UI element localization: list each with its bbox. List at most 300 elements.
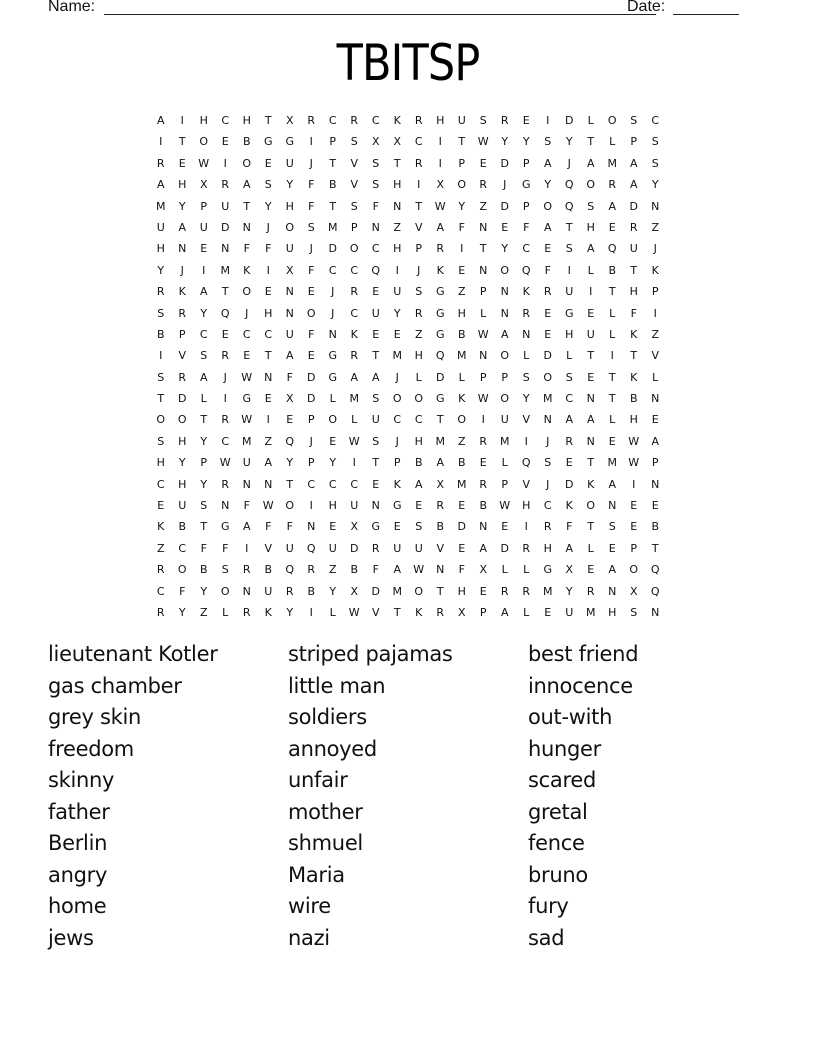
grid-cell[interactable]: T bbox=[415, 199, 423, 213]
grid-cell[interactable]: L bbox=[523, 563, 530, 577]
grid-cell[interactable]: I bbox=[223, 156, 227, 170]
grid-cell[interactable]: Y bbox=[565, 135, 573, 149]
grid-cell[interactable]: A bbox=[586, 413, 595, 427]
grid-cell[interactable]: E bbox=[501, 520, 509, 534]
grid-cell[interactable]: I bbox=[460, 242, 464, 256]
grid-cell[interactable]: D bbox=[500, 541, 509, 555]
grid-cell[interactable]: V bbox=[371, 605, 380, 619]
grid-cell[interactable]: H bbox=[178, 477, 187, 491]
grid-cell[interactable]: H bbox=[586, 220, 595, 234]
grid-cell[interactable]: T bbox=[157, 392, 165, 406]
grid-cell[interactable]: I bbox=[632, 477, 636, 491]
grid-cell[interactable]: S bbox=[372, 156, 380, 170]
grid-cell[interactable]: P bbox=[501, 370, 509, 384]
grid-cell[interactable]: N bbox=[328, 327, 337, 341]
grid-cell[interactable]: H bbox=[629, 285, 638, 299]
grid-cell[interactable]: T bbox=[608, 392, 616, 406]
grid-cell[interactable]: L bbox=[523, 605, 530, 619]
grid-cell[interactable]: O bbox=[285, 220, 295, 234]
grid-cell[interactable]: C bbox=[156, 584, 165, 598]
grid-cell[interactable]: S bbox=[372, 178, 380, 192]
grid-cell[interactable]: T bbox=[587, 456, 595, 470]
grid-cell[interactable]: R bbox=[221, 413, 230, 427]
grid-cell[interactable]: H bbox=[156, 242, 165, 256]
grid-cell[interactable]: A bbox=[436, 220, 445, 234]
grid-cell[interactable]: F bbox=[179, 584, 186, 598]
grid-cell[interactable]: Z bbox=[457, 285, 466, 299]
grid-cell[interactable]: L bbox=[587, 541, 594, 555]
grid-cell[interactable]: G bbox=[543, 563, 553, 577]
grid-cell[interactable]: A bbox=[543, 156, 552, 170]
grid-cell[interactable]: M bbox=[392, 349, 402, 363]
grid-cell[interactable]: X bbox=[479, 563, 488, 577]
grid-cell[interactable]: N bbox=[242, 584, 251, 598]
grid-cell[interactable]: R bbox=[500, 584, 509, 598]
grid-cell[interactable]: O bbox=[500, 392, 510, 406]
grid-cell[interactable]: X bbox=[629, 584, 638, 598]
grid-cell[interactable]: N bbox=[651, 392, 660, 406]
grid-cell[interactable]: Y bbox=[329, 456, 337, 470]
grid-cell[interactable]: D bbox=[328, 242, 337, 256]
grid-cell[interactable]: I bbox=[309, 605, 313, 619]
grid-cell[interactable]: P bbox=[651, 456, 659, 470]
grid-cell[interactable]: H bbox=[414, 349, 423, 363]
grid-cell[interactable]: E bbox=[608, 434, 616, 448]
grid-cell[interactable]: F bbox=[265, 242, 272, 256]
grid-cell[interactable]: J bbox=[567, 156, 571, 170]
grid-cell[interactable]: A bbox=[436, 456, 445, 470]
grid-cell[interactable]: M bbox=[457, 349, 467, 363]
grid-cell[interactable]: F bbox=[630, 306, 637, 320]
grid-cell[interactable]: D bbox=[543, 349, 552, 363]
grid-cell[interactable]: E bbox=[587, 306, 595, 320]
grid-cell[interactable]: E bbox=[479, 456, 487, 470]
grid-cell[interactable]: A bbox=[629, 178, 638, 192]
grid-cell[interactable]: Q bbox=[607, 242, 617, 256]
grid-cell[interactable]: L bbox=[415, 370, 422, 384]
grid-cell[interactable]: I bbox=[180, 114, 184, 127]
grid-cell[interactable]: J bbox=[223, 370, 227, 384]
grid-cell[interactable]: C bbox=[350, 306, 359, 320]
grid-cell[interactable]: F bbox=[458, 563, 465, 577]
grid-cell[interactable]: C bbox=[350, 477, 359, 491]
grid-cell[interactable]: M bbox=[500, 434, 510, 448]
grid-cell[interactable]: Y bbox=[522, 392, 530, 406]
grid-cell[interactable]: M bbox=[457, 477, 467, 491]
grid-cell[interactable]: A bbox=[608, 199, 617, 213]
grid-cell[interactable]: X bbox=[436, 477, 445, 491]
grid-cell[interactable]: A bbox=[479, 541, 488, 555]
grid-cell[interactable]: D bbox=[565, 477, 574, 491]
grid-cell[interactable]: R bbox=[414, 114, 423, 127]
grid-cell[interactable]: Y bbox=[200, 477, 208, 491]
grid-cell[interactable]: L bbox=[609, 413, 616, 427]
grid-cell[interactable]: R bbox=[156, 285, 165, 299]
grid-cell[interactable]: C bbox=[371, 114, 380, 127]
grid-cell[interactable]: R bbox=[156, 156, 165, 170]
grid-cell[interactable]: Y bbox=[458, 199, 466, 213]
grid-cell[interactable]: A bbox=[199, 285, 208, 299]
grid-cell[interactable]: N bbox=[285, 285, 294, 299]
grid-cell[interactable]: V bbox=[522, 413, 531, 427]
grid-cell[interactable]: N bbox=[651, 199, 660, 213]
grid-cell[interactable]: E bbox=[329, 520, 337, 534]
grid-cell[interactable]: Y bbox=[522, 135, 530, 149]
grid-cell[interactable]: F bbox=[308, 327, 315, 341]
grid-cell[interactable]: W bbox=[241, 413, 253, 427]
grid-cell[interactable]: Q bbox=[650, 584, 660, 598]
grid-cell[interactable]: J bbox=[503, 178, 507, 192]
grid-cell[interactable]: W bbox=[348, 605, 360, 619]
grid-cell[interactable]: B bbox=[328, 178, 337, 192]
grid-cell[interactable]: W bbox=[434, 199, 446, 213]
grid-cell[interactable]: T bbox=[458, 135, 466, 149]
grid-cell[interactable]: N bbox=[608, 499, 617, 513]
grid-cell[interactable]: O bbox=[500, 263, 510, 277]
grid-cell[interactable]: S bbox=[415, 520, 423, 534]
grid-cell[interactable]: A bbox=[199, 370, 208, 384]
grid-cell[interactable]: R bbox=[522, 541, 531, 555]
grid-cell[interactable]: V bbox=[414, 220, 423, 234]
grid-cell[interactable]: S bbox=[307, 220, 315, 234]
grid-cell[interactable]: Q bbox=[521, 456, 531, 470]
grid-cell[interactable]: L bbox=[587, 263, 594, 277]
grid-cell[interactable]: Y bbox=[264, 199, 272, 213]
grid-cell[interactable]: I bbox=[653, 306, 657, 320]
grid-cell[interactable]: P bbox=[415, 242, 423, 256]
grid-cell[interactable]: Q bbox=[285, 563, 295, 577]
grid-cell[interactable]: E bbox=[178, 156, 186, 170]
grid-cell[interactable]: E bbox=[307, 349, 315, 363]
grid-cell[interactable]: T bbox=[608, 285, 616, 299]
grid-cell[interactable]: X bbox=[393, 135, 402, 149]
grid-cell[interactable]: A bbox=[629, 156, 638, 170]
grid-cell[interactable]: U bbox=[500, 413, 509, 427]
grid-cell[interactable]: S bbox=[630, 605, 638, 619]
grid-cell[interactable]: L bbox=[609, 135, 616, 149]
grid-cell[interactable]: S bbox=[630, 114, 638, 127]
grid-cell[interactable]: P bbox=[307, 413, 315, 427]
grid-cell[interactable]: U bbox=[264, 584, 273, 598]
grid-cell[interactable]: E bbox=[264, 285, 272, 299]
grid-cell[interactable]: E bbox=[393, 327, 401, 341]
grid-cell[interactable]: N bbox=[479, 263, 488, 277]
grid-cell[interactable]: I bbox=[417, 178, 421, 192]
grid-cell[interactable]: P bbox=[479, 370, 487, 384]
grid-cell[interactable]: W bbox=[219, 456, 231, 470]
grid-cell[interactable]: V bbox=[350, 156, 359, 170]
grid-cell[interactable]: C bbox=[156, 477, 165, 491]
grid-cell[interactable]: O bbox=[220, 584, 230, 598]
grid-cell[interactable]: X bbox=[371, 135, 380, 149]
grid-cell[interactable]: R bbox=[436, 242, 445, 256]
grid-cell[interactable]: G bbox=[242, 392, 252, 406]
grid-cell[interactable]: E bbox=[651, 413, 659, 427]
grid-cell[interactable]: H bbox=[242, 114, 251, 127]
grid-cell[interactable]: J bbox=[395, 434, 399, 448]
grid-cell[interactable]: C bbox=[199, 327, 208, 341]
grid-cell[interactable]: I bbox=[223, 392, 227, 406]
grid-cell[interactable]: S bbox=[350, 135, 358, 149]
grid-cell[interactable]: I bbox=[438, 156, 442, 170]
grid-cell[interactable]: N bbox=[242, 477, 251, 491]
grid-cell[interactable]: T bbox=[479, 242, 487, 256]
grid-cell[interactable]: B bbox=[479, 499, 488, 513]
grid-cell[interactable]: F bbox=[243, 499, 250, 513]
grid-cell[interactable]: H bbox=[457, 306, 466, 320]
grid-cell[interactable]: U bbox=[285, 156, 294, 170]
grid-cell[interactable]: E bbox=[372, 477, 380, 491]
grid-cell[interactable]: X bbox=[285, 263, 294, 277]
grid-cell[interactable]: C bbox=[350, 263, 359, 277]
grid-cell[interactable]: R bbox=[242, 605, 251, 619]
grid-cell[interactable]: Y bbox=[501, 242, 509, 256]
grid-cell[interactable]: T bbox=[587, 520, 595, 534]
grid-cell[interactable]: K bbox=[587, 477, 595, 491]
grid-cell[interactable]: I bbox=[309, 135, 313, 149]
grid-cell[interactable]: I bbox=[266, 413, 270, 427]
grid-cell[interactable]: N bbox=[586, 392, 595, 406]
grid-cell[interactable]: S bbox=[372, 392, 380, 406]
grid-cell[interactable]: I bbox=[524, 520, 528, 534]
grid-cell[interactable]: Y bbox=[200, 306, 208, 320]
grid-cell[interactable]: W bbox=[413, 563, 425, 577]
grid-cell[interactable]: G bbox=[220, 520, 230, 534]
grid-cell[interactable]: D bbox=[565, 114, 574, 127]
grid-cell[interactable]: U bbox=[414, 541, 423, 555]
grid-cell[interactable]: H bbox=[156, 456, 165, 470]
grid-cell[interactable]: E bbox=[415, 499, 423, 513]
grid-cell[interactable]: A bbox=[500, 327, 509, 341]
grid-cell[interactable]: E bbox=[544, 306, 552, 320]
grid-cell[interactable]: G bbox=[435, 392, 445, 406]
grid-cell[interactable]: U bbox=[199, 220, 208, 234]
grid-cell[interactable]: Y bbox=[329, 584, 337, 598]
grid-cell[interactable]: O bbox=[543, 370, 553, 384]
grid-cell[interactable]: I bbox=[352, 456, 356, 470]
grid-cell[interactable]: V bbox=[436, 541, 445, 555]
grid-cell[interactable]: O bbox=[607, 114, 617, 127]
grid-cell[interactable]: Z bbox=[393, 220, 402, 234]
grid-cell[interactable]: M bbox=[435, 434, 445, 448]
grid-cell[interactable]: E bbox=[307, 285, 315, 299]
grid-cell[interactable]: D bbox=[371, 584, 380, 598]
grid-cell[interactable]: N bbox=[479, 349, 488, 363]
date-field-line[interactable] bbox=[673, 14, 739, 15]
grid-cell[interactable]: U bbox=[350, 499, 359, 513]
grid-cell[interactable]: A bbox=[608, 563, 617, 577]
grid-cell[interactable]: P bbox=[200, 456, 208, 470]
grid-cell[interactable]: R bbox=[221, 178, 230, 192]
grid-cell[interactable]: H bbox=[178, 178, 187, 192]
grid-cell[interactable]: A bbox=[414, 477, 423, 491]
grid-cell[interactable]: X bbox=[457, 605, 466, 619]
grid-cell[interactable]: V bbox=[522, 477, 531, 491]
grid-cell[interactable]: X bbox=[350, 584, 359, 598]
grid-cell[interactable]: R bbox=[371, 541, 380, 555]
grid-cell[interactable]: D bbox=[307, 392, 316, 406]
grid-cell[interactable]: S bbox=[350, 199, 358, 213]
grid-cell[interactable]: Q bbox=[285, 434, 295, 448]
grid-cell[interactable]: O bbox=[242, 156, 252, 170]
grid-cell[interactable]: Z bbox=[457, 434, 466, 448]
grid-cell[interactable]: B bbox=[457, 456, 466, 470]
grid-cell[interactable]: N bbox=[500, 285, 509, 299]
grid-cell[interactable]: I bbox=[481, 413, 485, 427]
grid-cell[interactable]: O bbox=[349, 242, 359, 256]
grid-cell[interactable]: S bbox=[221, 563, 229, 577]
grid-cell[interactable]: G bbox=[328, 349, 338, 363]
grid-cell[interactable]: E bbox=[200, 242, 208, 256]
grid-cell[interactable]: T bbox=[221, 285, 229, 299]
grid-cell[interactable]: L bbox=[652, 370, 659, 384]
grid-cell[interactable]: W bbox=[628, 434, 640, 448]
grid-cell[interactable]: C bbox=[651, 114, 660, 127]
grid-cell[interactable]: J bbox=[245, 306, 249, 320]
grid-cell[interactable]: G bbox=[435, 327, 445, 341]
grid-cell[interactable]: A bbox=[565, 413, 574, 427]
grid-cell[interactable]: I bbox=[202, 263, 206, 277]
grid-cell[interactable]: K bbox=[415, 605, 423, 619]
grid-cell[interactable]: K bbox=[458, 392, 466, 406]
grid-cell[interactable]: L bbox=[200, 392, 207, 406]
grid-cell[interactable]: I bbox=[245, 541, 249, 555]
grid-cell[interactable]: R bbox=[522, 306, 531, 320]
grid-cell[interactable]: H bbox=[629, 413, 638, 427]
grid-cell[interactable]: S bbox=[565, 370, 573, 384]
grid-cell[interactable]: E bbox=[565, 456, 573, 470]
grid-cell[interactable]: J bbox=[309, 242, 313, 256]
grid-cell[interactable]: C bbox=[328, 477, 337, 491]
grid-cell[interactable]: Q bbox=[371, 263, 381, 277]
grid-cell[interactable]: N bbox=[522, 327, 531, 341]
grid-cell[interactable]: D bbox=[500, 156, 509, 170]
grid-cell[interactable]: M bbox=[156, 199, 166, 213]
grid-cell[interactable]: A bbox=[393, 563, 402, 577]
grid-cell[interactable]: M bbox=[586, 605, 596, 619]
grid-cell[interactable]: J bbox=[546, 434, 550, 448]
grid-cell[interactable]: T bbox=[329, 156, 337, 170]
grid-cell[interactable]: N bbox=[436, 563, 445, 577]
grid-cell[interactable]: H bbox=[328, 499, 337, 513]
grid-cell[interactable]: S bbox=[479, 114, 487, 127]
grid-cell[interactable]: B bbox=[608, 263, 617, 277]
grid-cell[interactable]: T bbox=[200, 413, 208, 427]
grid-cell[interactable]: J bbox=[653, 242, 657, 256]
grid-cell[interactable]: D bbox=[629, 199, 638, 213]
grid-cell[interactable]: T bbox=[329, 199, 337, 213]
grid-cell[interactable]: R bbox=[479, 434, 488, 448]
grid-cell[interactable]: V bbox=[178, 349, 187, 363]
grid-cell[interactable]: L bbox=[329, 392, 336, 406]
grid-cell[interactable]: C bbox=[414, 135, 423, 149]
grid-cell[interactable]: R bbox=[414, 306, 423, 320]
grid-cell[interactable]: H bbox=[608, 605, 617, 619]
grid-cell[interactable]: L bbox=[222, 605, 229, 619]
grid-cell[interactable]: I bbox=[524, 434, 528, 448]
grid-cell[interactable]: T bbox=[372, 456, 380, 470]
grid-cell[interactable]: R bbox=[500, 114, 509, 127]
grid-cell[interactable]: Z bbox=[479, 199, 488, 213]
grid-cell[interactable]: R bbox=[285, 584, 294, 598]
grid-cell[interactable]: N bbox=[221, 499, 230, 513]
grid-cell[interactable]: O bbox=[543, 199, 553, 213]
grid-cell[interactable]: W bbox=[477, 327, 489, 341]
grid-cell[interactable]: C bbox=[371, 242, 380, 256]
grid-cell[interactable]: I bbox=[266, 263, 270, 277]
grid-cell[interactable]: L bbox=[480, 306, 487, 320]
grid-cell[interactable]: I bbox=[546, 114, 550, 127]
grid-cell[interactable]: E bbox=[458, 499, 466, 513]
grid-cell[interactable]: P bbox=[458, 156, 466, 170]
grid-cell[interactable]: R bbox=[414, 156, 423, 170]
grid-cell[interactable]: U bbox=[565, 285, 574, 299]
grid-cell[interactable]: J bbox=[266, 220, 270, 234]
grid-cell[interactable]: S bbox=[415, 285, 423, 299]
grid-cell[interactable]: E bbox=[608, 220, 616, 234]
grid-cell[interactable]: S bbox=[157, 370, 165, 384]
grid-cell[interactable]: R bbox=[350, 114, 359, 127]
grid-cell[interactable]: K bbox=[178, 285, 186, 299]
grid-cell[interactable]: S bbox=[544, 135, 552, 149]
grid-cell[interactable]: B bbox=[199, 563, 208, 577]
grid-cell[interactable]: E bbox=[501, 220, 509, 234]
grid-cell[interactable]: D bbox=[457, 520, 466, 534]
grid-cell[interactable]: H bbox=[414, 434, 423, 448]
grid-cell[interactable]: K bbox=[157, 520, 165, 534]
grid-cell[interactable]: P bbox=[522, 199, 530, 213]
grid-cell[interactable]: J bbox=[331, 306, 335, 320]
grid-cell[interactable]: O bbox=[285, 499, 295, 513]
grid-cell[interactable]: R bbox=[156, 605, 165, 619]
grid-cell[interactable]: E bbox=[608, 541, 616, 555]
grid-cell[interactable]: G bbox=[435, 285, 445, 299]
grid-cell[interactable]: Y bbox=[544, 178, 552, 192]
grid-cell[interactable]: I bbox=[567, 263, 571, 277]
grid-cell[interactable]: R bbox=[178, 306, 187, 320]
grid-cell[interactable]: M bbox=[607, 156, 617, 170]
grid-cell[interactable]: B bbox=[651, 520, 660, 534]
grid-cell[interactable]: T bbox=[372, 349, 380, 363]
grid-cell[interactable]: W bbox=[499, 499, 511, 513]
grid-cell[interactable]: G bbox=[521, 178, 531, 192]
grid-cell[interactable]: C bbox=[221, 114, 230, 127]
grid-cell[interactable]: O bbox=[177, 563, 187, 577]
grid-cell[interactable]: W bbox=[628, 456, 640, 470]
grid-cell[interactable]: O bbox=[242, 285, 252, 299]
grid-cell[interactable]: X bbox=[436, 178, 445, 192]
grid-cell[interactable]: L bbox=[501, 456, 508, 470]
grid-cell[interactable]: R bbox=[221, 349, 230, 363]
grid-cell[interactable]: O bbox=[199, 135, 209, 149]
grid-cell[interactable]: I bbox=[159, 135, 163, 149]
grid-cell[interactable]: C bbox=[328, 114, 337, 127]
grid-cell[interactable]: F bbox=[265, 520, 272, 534]
grid-cell[interactable]: N bbox=[178, 242, 187, 256]
grid-cell[interactable]: Y bbox=[286, 605, 294, 619]
grid-cell[interactable]: E bbox=[630, 499, 638, 513]
grid-cell[interactable]: U bbox=[393, 541, 402, 555]
grid-cell[interactable]: M bbox=[607, 456, 617, 470]
grid-cell[interactable]: U bbox=[371, 306, 380, 320]
grid-cell[interactable]: G bbox=[564, 306, 574, 320]
grid-cell[interactable]: B bbox=[264, 563, 273, 577]
grid-cell[interactable]: P bbox=[329, 135, 337, 149]
grid-cell[interactable]: O bbox=[156, 413, 166, 427]
grid-cell[interactable]: R bbox=[543, 520, 552, 534]
grid-cell[interactable]: N bbox=[285, 306, 294, 320]
grid-cell[interactable]: Z bbox=[199, 605, 208, 619]
